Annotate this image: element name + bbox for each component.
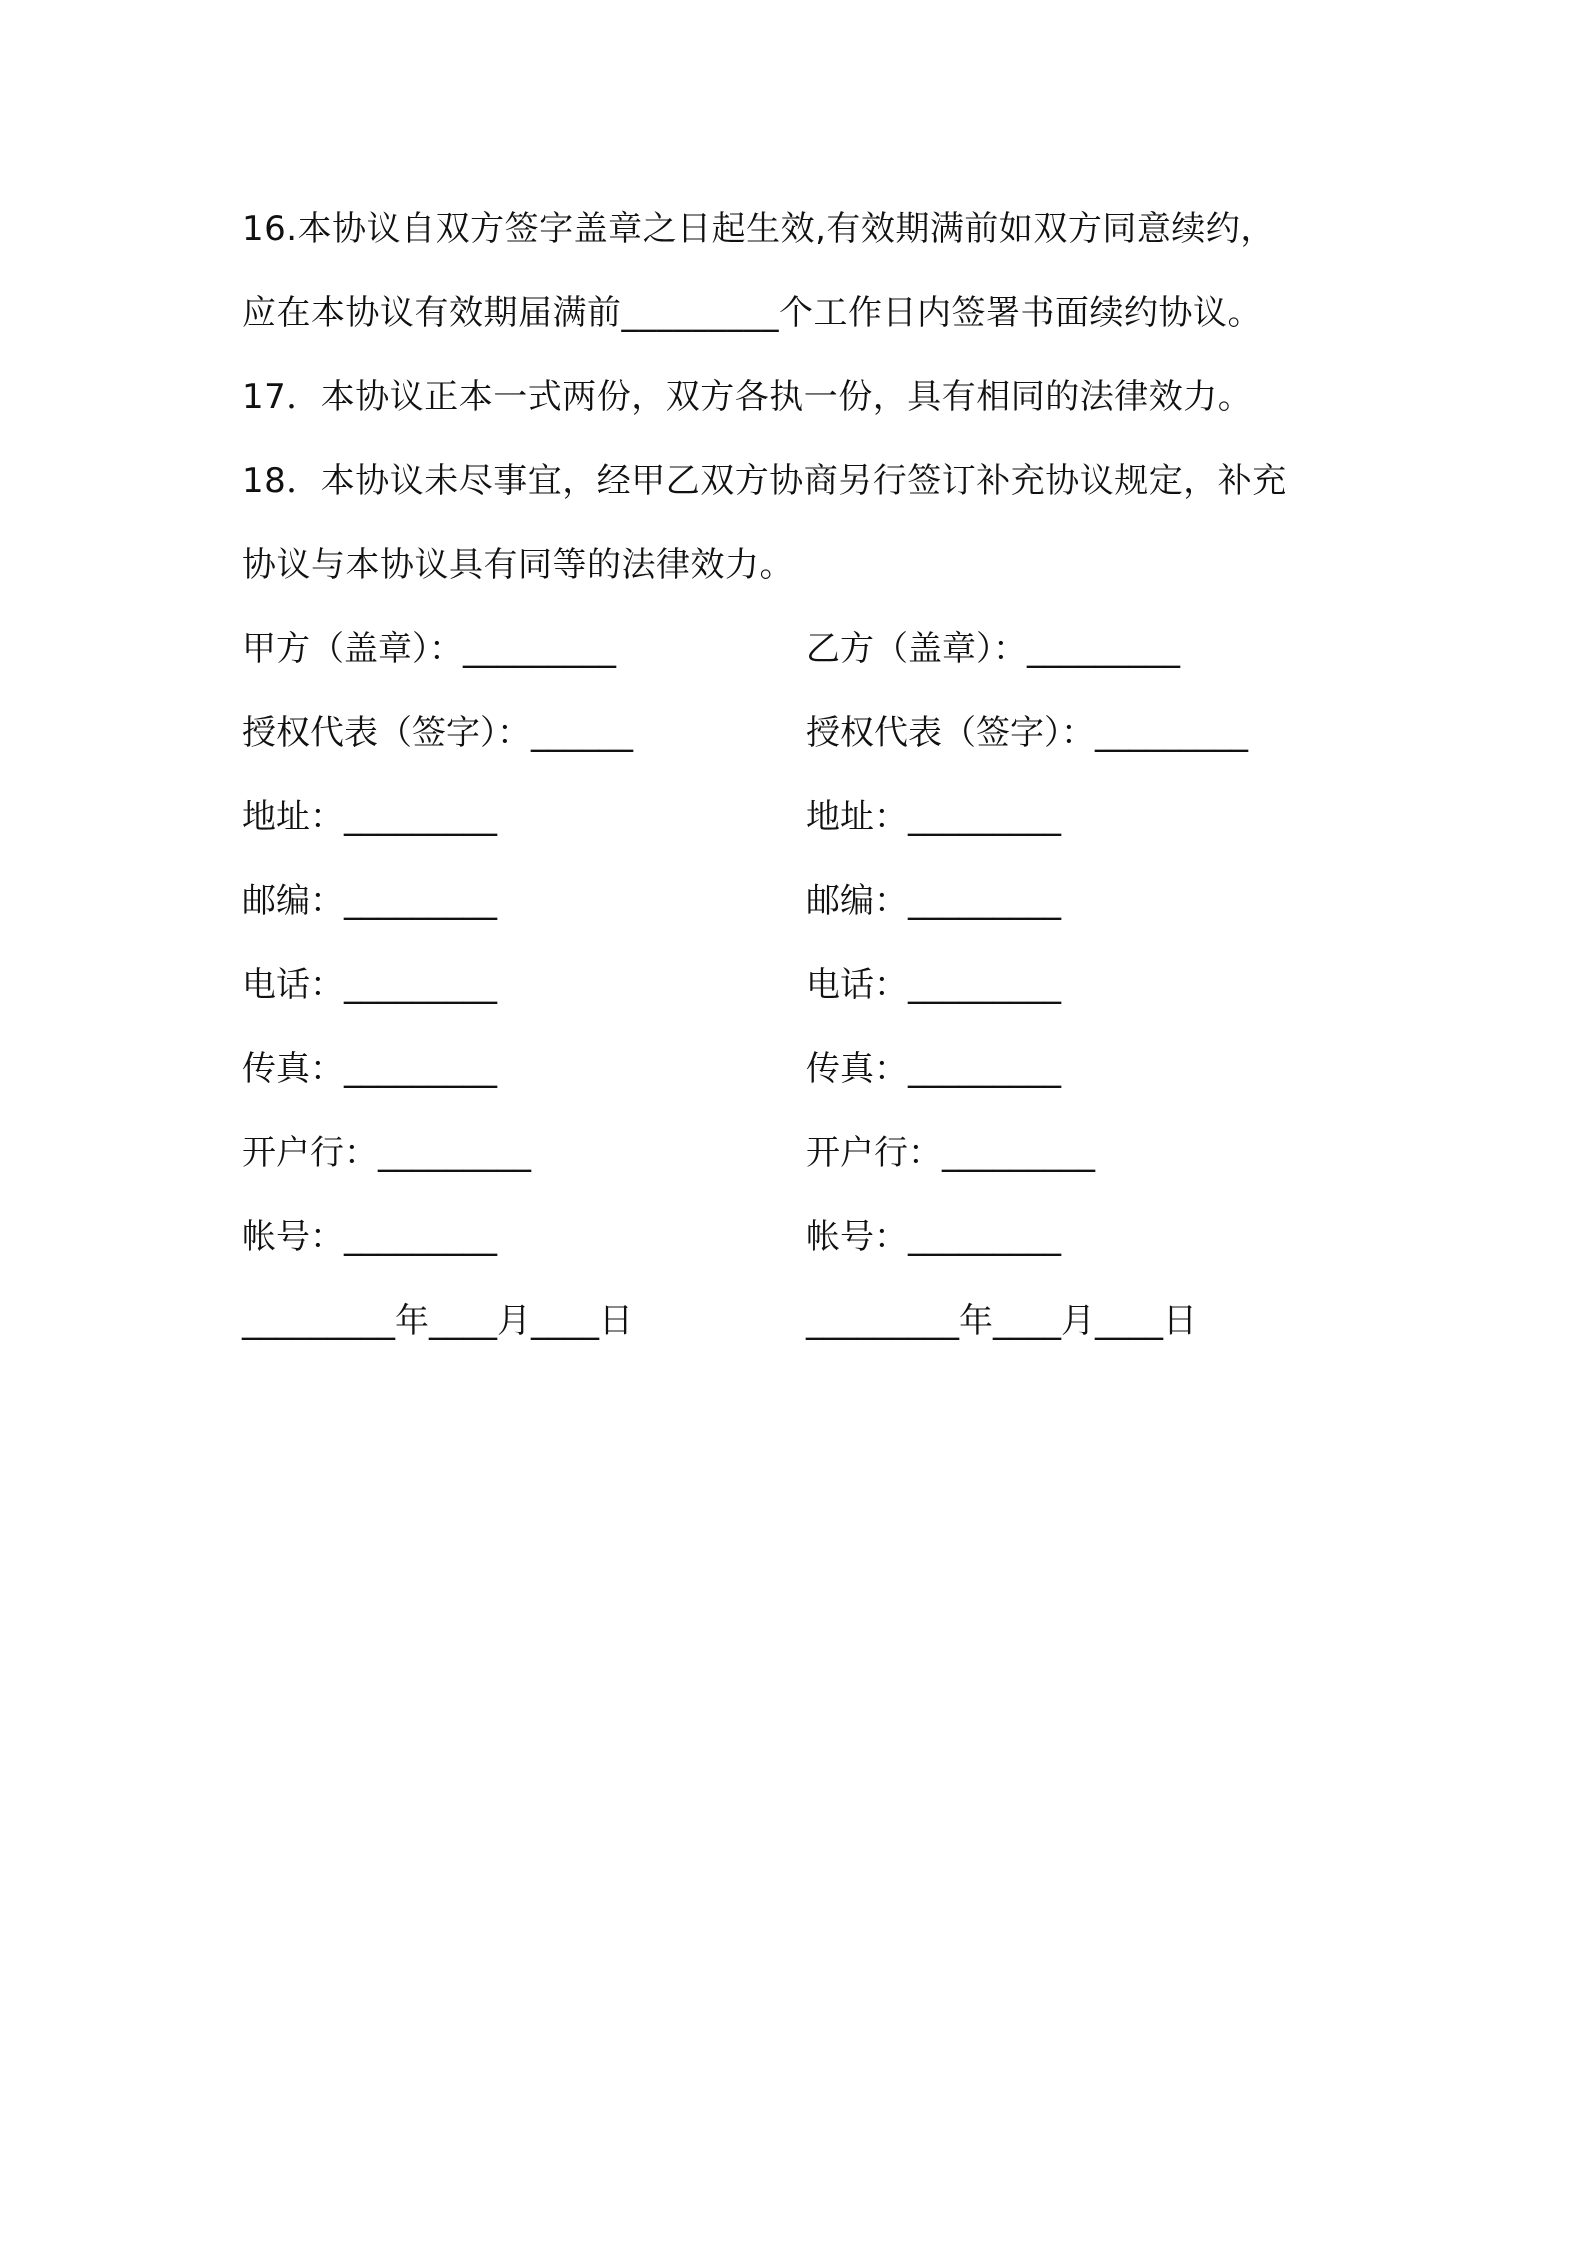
party-b-phone-field: 电话：_________ <box>806 965 1061 1005</box>
party-b-date-field: _________年____月____日 <box>806 1301 1197 1341</box>
clause-16-line-2: 应在本协议有效期届满前_________个工作日内签署书面续约协议。 <box>242 293 1262 333</box>
party-a-date-field: _________年____月____日 <box>242 1301 633 1341</box>
clause-18-line-2: 协议与本协议具有同等的法律效力。 <box>242 545 794 585</box>
party-a-bank-field: 开户行：_________ <box>242 1133 531 1173</box>
party-b-seal-field: 乙方（盖章）：_________ <box>806 629 1180 669</box>
party-a-account-field: 帐号：_________ <box>242 1217 497 1257</box>
party-b-fax-field: 传真：_________ <box>806 1049 1061 1089</box>
party-b-bank-field: 开户行：_________ <box>806 1133 1095 1173</box>
party-b-representative-field: 授权代表（签字）：_________ <box>806 713 1248 753</box>
clause-16-line-1: 16.本协议自双方签字盖章之日起生效,有效期满前如双方同意续约， <box>242 209 1275 249</box>
party-a-postcode-field: 邮编：_________ <box>242 881 497 921</box>
party-a-representative-field: 授权代表（签字）：______ <box>242 713 633 753</box>
party-a-phone-field: 电话：_________ <box>242 965 497 1005</box>
party-a-address-field: 地址：_________ <box>242 797 497 837</box>
clause-17: 17．本协议正本一式两份，双方各执一份，具有相同的法律效力。 <box>242 377 1253 417</box>
party-b-address-field: 地址：_________ <box>806 797 1061 837</box>
party-a-fax-field: 传真：_________ <box>242 1049 497 1089</box>
party-a-seal-field: 甲方（盖章）：_________ <box>242 629 616 669</box>
party-b-account-field: 帐号：_________ <box>806 1217 1061 1257</box>
clause-18-line-1: 18．本协议未尽事宜，经甲乙双方协商另行签订补充协议规定，补充 <box>242 461 1287 501</box>
party-b-postcode-field: 邮编：_________ <box>806 881 1061 921</box>
